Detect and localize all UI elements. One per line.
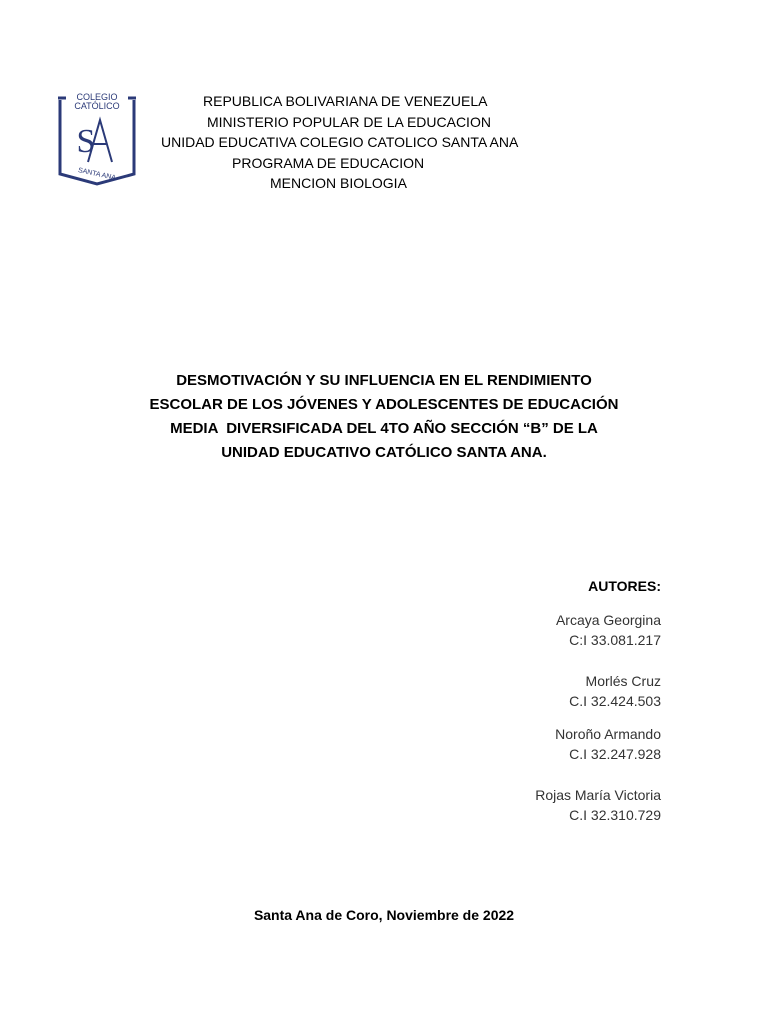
authors-label: AUTORES: — [588, 578, 661, 594]
svg-text:SANTA ANA: SANTA ANA — [77, 167, 117, 182]
title-line: MEDIA DIVERSIFICADA DEL 4TO AÑO SECCIÓN “B” DE LA — [170, 420, 598, 437]
title-line: DESMOTIVACIÓN Y SU INFLUENCIA EN EL RENDIMIENTO — [176, 372, 592, 389]
author-name: Rojas María Victoria — [535, 786, 661, 803]
author-entry — [535, 724, 661, 765]
author-name: Noroño Armando — [555, 725, 661, 742]
institution-header — [0, 91, 720, 194]
svg-text:S: S — [76, 123, 96, 160]
header-line-school: UNIDAD EDUCATIVA COLEGIO CATOLICO SANTA ANA — [161, 134, 519, 150]
svg-text:COLEGIO: COLEGIO — [76, 92, 118, 102]
author-id: C:I 33.081.217 — [569, 632, 661, 648]
author-entry — [535, 671, 661, 712]
author-name: Morlés Cruz — [585, 672, 661, 689]
title-line: UNIDAD EDUCATIVO CATÓLICO SANTA ANA. — [221, 444, 547, 461]
header-line-republic: REPUBLICA BOLIVARIANA DE VENEZUELA — [203, 93, 488, 109]
header-line-ministry: MINISTERIO POPULAR DE LA EDUCACION — [207, 113, 491, 130]
header-line-program: PROGRAMA DE EDUCACION — [232, 154, 425, 171]
author-entry — [535, 610, 661, 651]
authors-block — [535, 576, 661, 826]
author-id: C.I 32.310.729 — [569, 807, 661, 823]
author-name: Arcaya Georgina — [555, 611, 661, 628]
author-id: C.I 32.424.503 — [569, 693, 661, 709]
header-line-mention: MENCION BIOLOGIA — [270, 175, 407, 191]
place-date: Santa Ana de Coro, Noviembre de 2022 — [253, 907, 515, 923]
title-line: ESCOLAR DE LOS JÓVENES Y ADOLESCENTES DE EDUCACIÓN — [149, 396, 619, 413]
document-title — [100, 369, 668, 465]
author-id: C.I 32.247.928 — [569, 746, 661, 762]
svg-text:CATÓLICO: CATÓLICO — [74, 101, 120, 111]
author-entry — [535, 785, 661, 826]
